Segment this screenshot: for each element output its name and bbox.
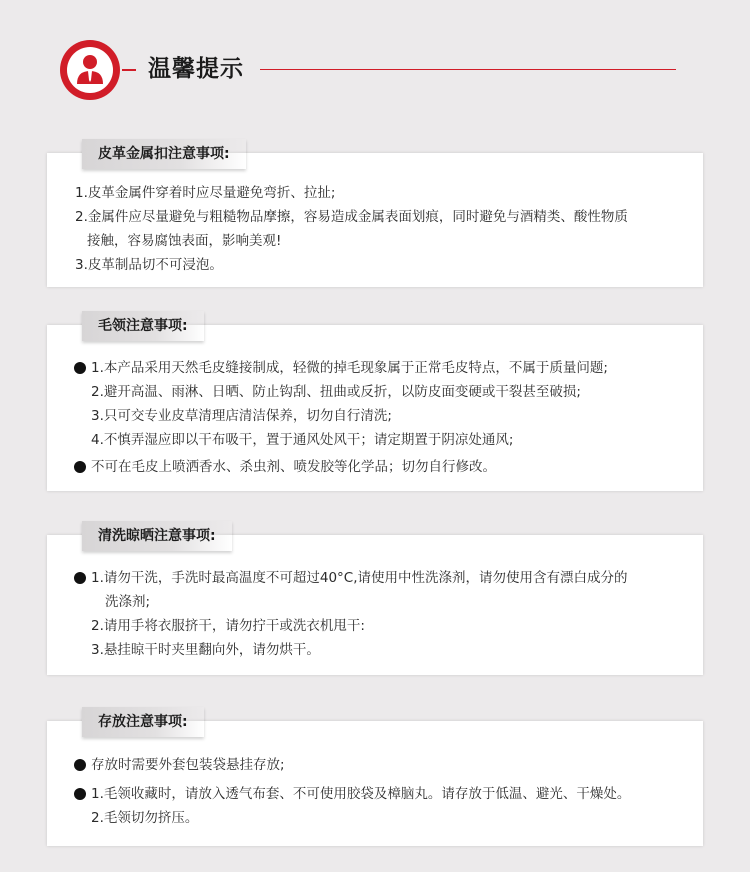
list-item: 1.本产品采用天然毛皮缝接制成，轻微的掉毛现象属于正常毛皮特点，不属于质量问题; xyxy=(91,360,608,376)
bullet-dot xyxy=(74,461,86,473)
list-item: 2.毛领切勿挤压。 xyxy=(91,810,199,826)
logo-connector xyxy=(122,69,136,71)
list-item: 洗涤剂; xyxy=(105,594,151,610)
list-item: 3.皮革制品切不可浸泡。 xyxy=(75,257,223,273)
list-item: 存放时需要外套包装袋悬挂存放; xyxy=(91,757,285,773)
section-title: 清洗晾晒注意事项: xyxy=(82,521,232,551)
list-item: 3.悬挂晾干时夹里翻向外，请勿烘干。 xyxy=(91,642,320,658)
section-card-leather-metal xyxy=(47,146,703,287)
list-item: 接触，容易腐蚀表面，影响美观! xyxy=(87,233,282,249)
list-item: 2.请用手将衣服挤干，请勿拧干或洗衣机甩干: xyxy=(91,618,365,634)
list-item: 2.金属件应尽量避免与粗糙物品摩擦，容易造成金属表面划痕，同时避免与酒精类、酸性物质 xyxy=(75,209,628,225)
header xyxy=(0,0,750,130)
list-item: 4.不慎弄湿应即以干布吸干，置于通风处风干；请定期置于阴凉处通风; xyxy=(91,432,514,448)
header-divider xyxy=(260,69,676,70)
list-item: 不可在毛皮上喷洒香水、杀虫剂、喷发胶等化学品；切勿自行修改。 xyxy=(91,459,496,475)
section-title: 皮革金属扣注意事项: xyxy=(82,139,246,169)
list-item: 1.请勿干洗，手洗时最高温度不可超过40°C,请使用中性洗涤剂，请勿使用含有漂白成分的 xyxy=(91,570,628,586)
bullet-dot xyxy=(74,572,86,584)
section-title: 存放注意事项: xyxy=(82,707,204,737)
logo xyxy=(60,40,120,100)
list-item: 1.毛领收藏时，请放入透气布套、不可使用胶袋及樟脑丸。请存放于低温、避光、干燥处。 xyxy=(91,786,631,802)
list-item: 1.皮革金属件穿着时应尽量避免弯折、拉扯; xyxy=(75,185,336,201)
page-title: 温馨提示 xyxy=(148,56,244,82)
bullet-dot xyxy=(74,788,86,800)
list-item: 2.避开高温、雨淋、日晒、防止钩刮、扭曲或反折，以防皮面变硬或干裂甚至破损; xyxy=(91,384,581,400)
section-card-storage xyxy=(47,714,703,846)
section-card-fur-collar xyxy=(47,318,703,491)
section-card-washing-drying xyxy=(47,528,703,675)
section-title: 毛领注意事项: xyxy=(82,311,204,341)
bullet-dot xyxy=(74,759,86,771)
user-icon xyxy=(60,40,120,100)
list-item: 3.只可交专业皮草清理店清洁保养，切勿自行清洗; xyxy=(91,408,392,424)
bullet-dot xyxy=(74,362,86,374)
